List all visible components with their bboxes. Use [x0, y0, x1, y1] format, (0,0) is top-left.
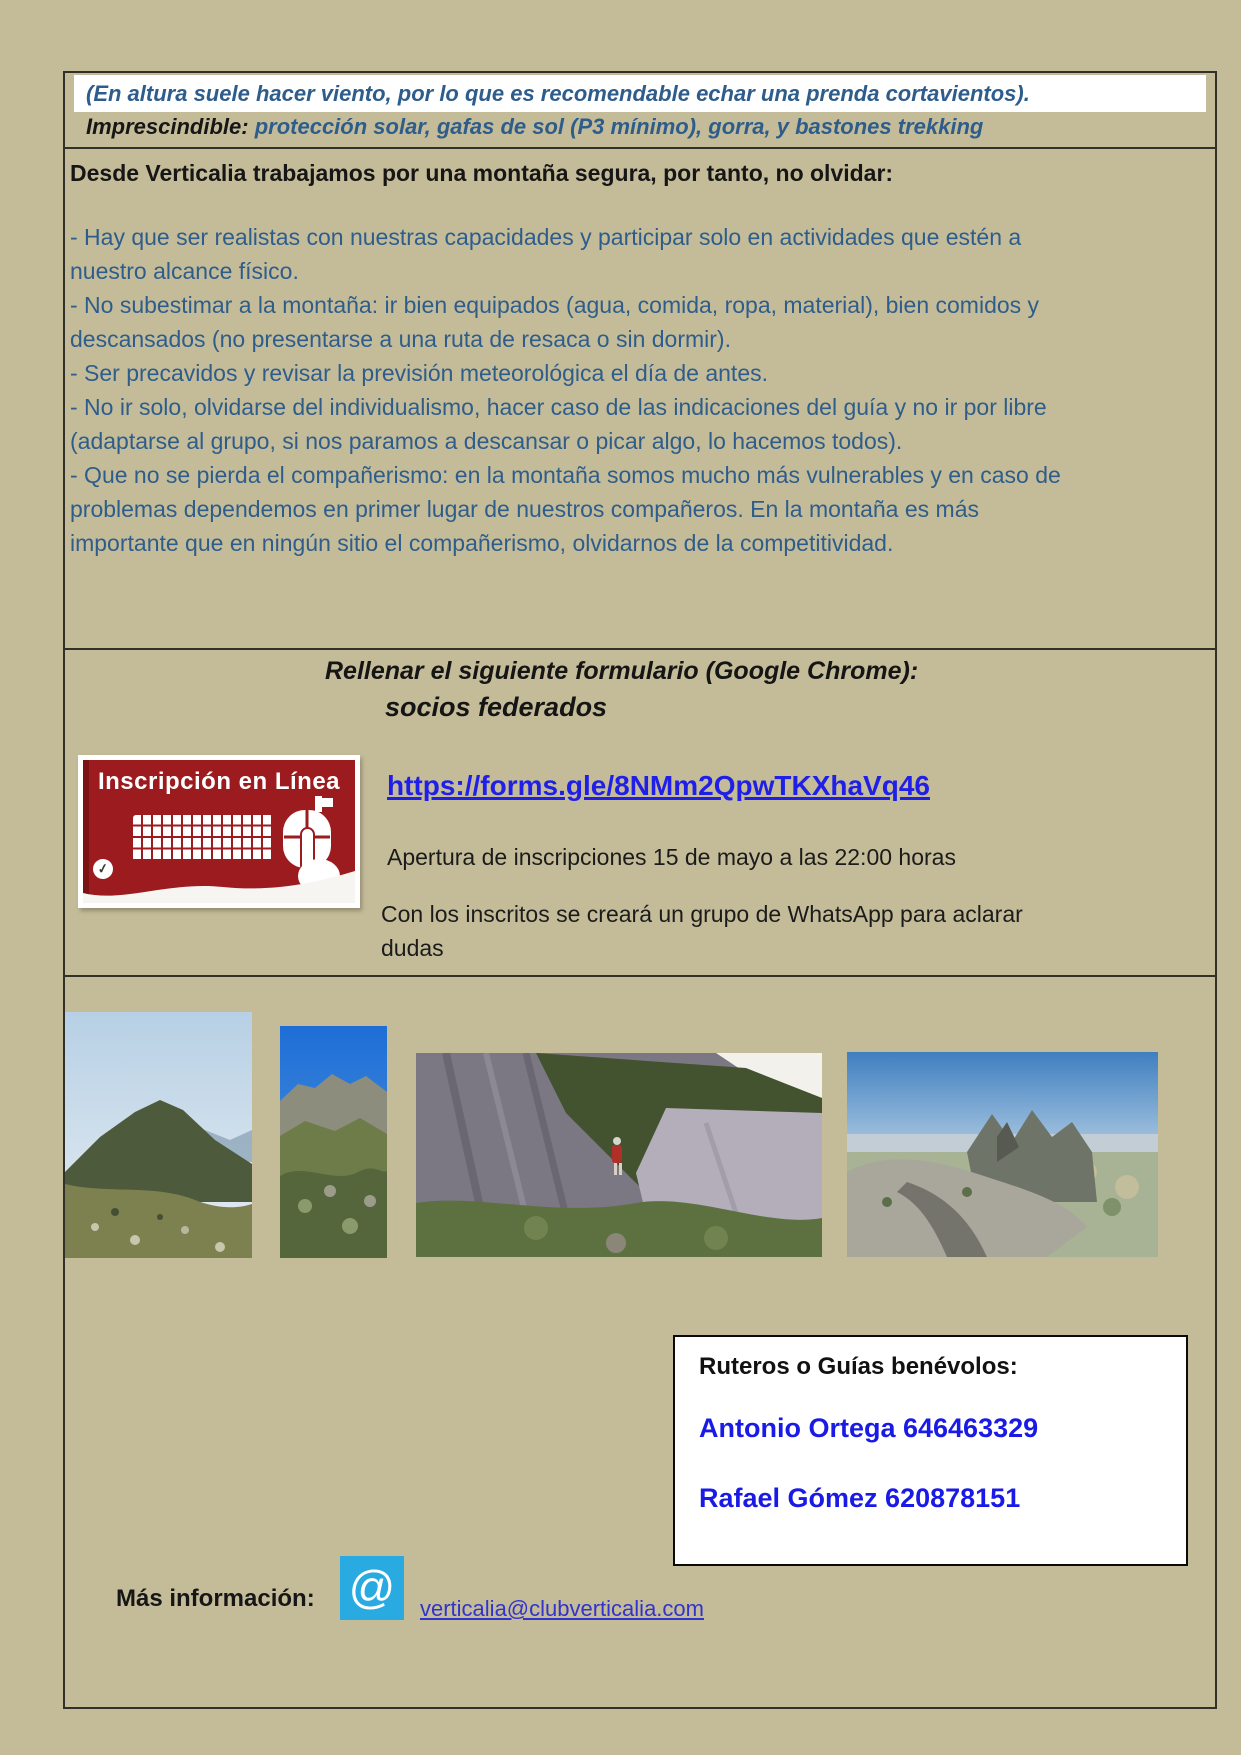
badge-wave-decoration [83, 869, 355, 903]
badge-background [83, 760, 355, 903]
more-info-label: Más información: [116, 1585, 315, 1612]
keyboard-icon [133, 815, 273, 861]
registration-title: Rellenar el siguiente formulario (Google Chrome): [325, 657, 919, 685]
safety-bullets [70, 220, 1070, 560]
safety-heading: Desde Verticalia trabajamos por una montaña segura, por tanto, no olvidar: [70, 160, 894, 186]
check-icon: ✓ [91, 857, 114, 880]
photo-summit-panorama [847, 1052, 1158, 1257]
photo-rocky-crag [280, 1026, 387, 1258]
guides-contact-box [673, 1335, 1188, 1566]
guides-title: Ruteros o Guías benévolos: [699, 1353, 1018, 1380]
divider-safety-box [63, 648, 1217, 650]
email-at-icon: @ [340, 1556, 404, 1620]
safety-bullet: - No subestimar a la montaña: ir bien equipados (agua, comida, ropa, material), bien comidos y descansados (no presentarse a una ruta de resaca o sin dormir). [70, 292, 1040, 352]
safety-bullet: - Ser precavidos y revisar la previsión meteorológica el día de antes. [70, 360, 769, 386]
safety-bullet: - Hay que ser realistas con nuestras capacidades y participar solo en actividades que estén a nuestro alcance físico. [70, 224, 1022, 284]
online-registration-badge [78, 755, 360, 908]
guide-contact: Antonio Ortega 646463329 [699, 1413, 1039, 1443]
email-link[interactable]: verticalia@clubverticalia.com [420, 1596, 704, 1621]
header-essentials-line [86, 114, 983, 140]
divider-form-box [63, 975, 1217, 977]
registration-opening-text: Apertura de inscripciones 15 de mayo a las 22:00 horas [387, 844, 956, 870]
divider-top-box [63, 147, 1217, 149]
header-line1-text: (En altura suele hacer viento, por lo que es recomendable echar una prenda cortavientos). [86, 81, 1030, 106]
badge-label: Inscripción en Línea [97, 768, 341, 795]
form-url-link[interactable]: https://forms.gle/8NMm2QpwTKXhaVq46 [387, 770, 930, 801]
essentials-label: Imprescindible: [86, 114, 249, 139]
photo-mountain-ridge [65, 1012, 252, 1258]
header-highlight-line [74, 75, 1206, 112]
photo-hiker-scree [416, 1053, 822, 1257]
essentials-text: protección solar, gafas de sol (P3 mínimo), gorra, y bastones trekking [248, 114, 984, 139]
registration-subtitle: socios federados [385, 692, 608, 722]
safety-bullet: - No ir solo, olvidarse del individualismo, hacer caso de las indicaciones del guía y no ir por libre (adaptarse al grupo, si nos paramos a descansar o picar algo, lo hacemos todos). [70, 394, 1047, 454]
safety-bullet: - Que no se pierda el compañerismo: en la montaña somos mucho más vulnerables y en caso de problemas dependemos en primer lugar de nuestros compañeros. En la montaña es más importante que en ningún sitio el compañerismo, olvidarnos de la competitividad. [70, 462, 1061, 556]
guide-contact: Rafael Gómez 620878151 [699, 1483, 1021, 1513]
whatsapp-note: Con los inscritos se creará un grupo de WhatsApp para aclarar dudas [381, 901, 1023, 961]
